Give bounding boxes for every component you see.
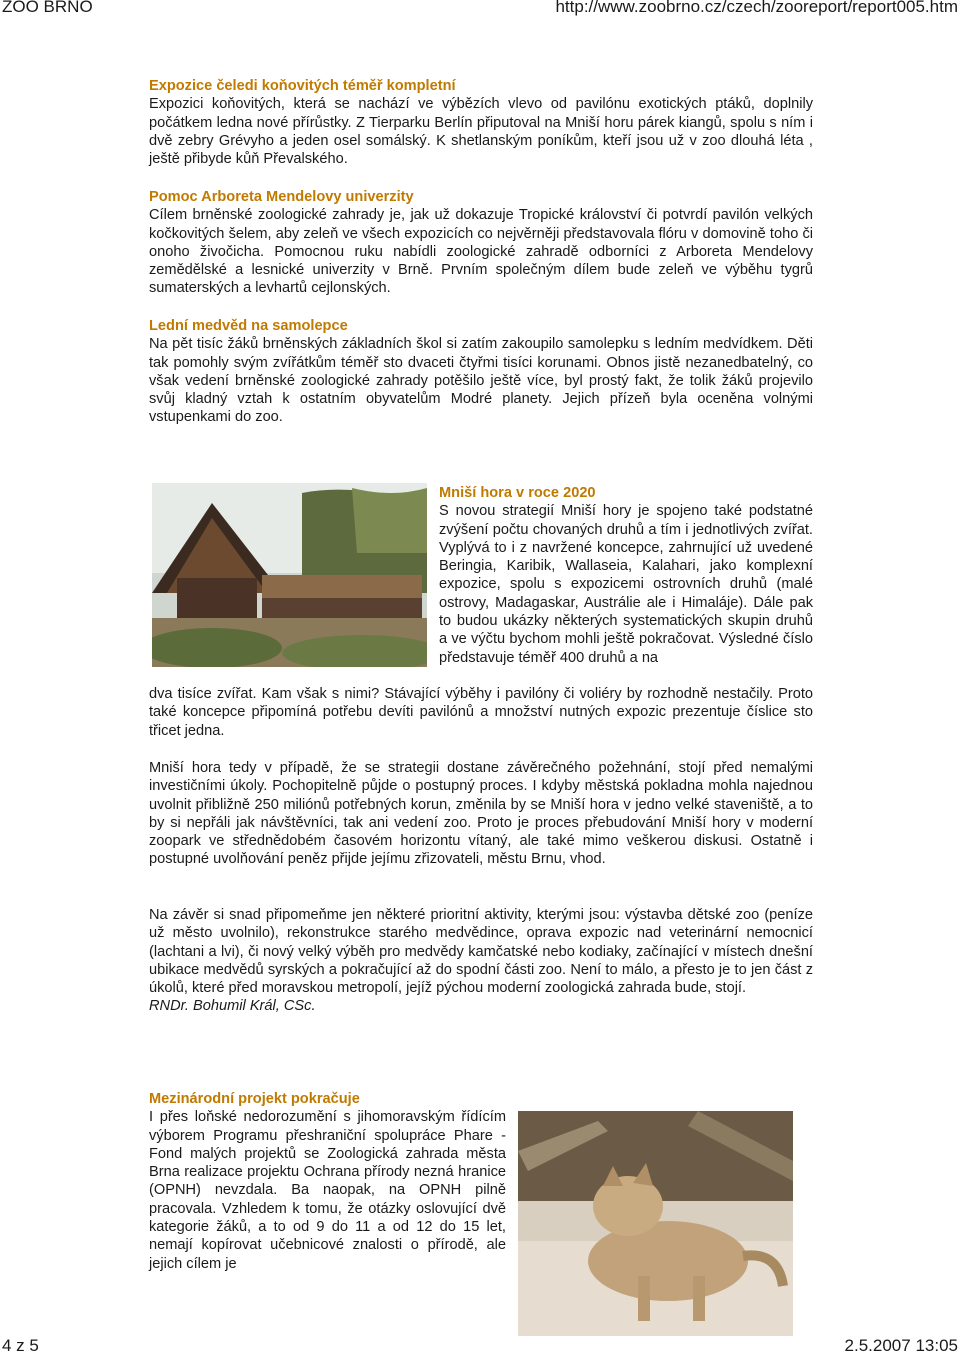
page-header	[0, 0, 960, 18]
section-title: Mniší hora v roce 2020	[439, 485, 596, 501]
section-title: Lední medvěd na samolepce	[149, 318, 348, 334]
section-arboretum	[149, 188, 813, 298]
author: RNDr. Bohumil Král, CSc.	[149, 998, 316, 1015]
pavilion-photo-graphic	[152, 483, 427, 667]
sand-cat-photo	[518, 1111, 793, 1336]
pavilion-photo	[152, 483, 427, 667]
section-body: S novou strategií Mniší hory je spojeno také podstatné zvýšení počtu chovaných druhů a tím i jednotlivých zvířat. Vyplývá to i z navržené koncepce, zahrnující už uvedené Beringia, Karibik, Wallaseia, Kalahari, jako komplexní expozice, spolu s expozicemi ostrovních druhů (malé ostrovy, Madagaskar, Austrálie ale i Himaláje). Dále pak to budou ukázky některých systematických skupin druhů a ve výčtu bychom mohli ještě pokračovat. Výsledné číslo představuje téměř 400 druhů a na	[439, 503, 813, 666]
section-body: Expozici koňovitých, která se nachází ve výbězích vlevo od pavilónu exotických ptáků, doplnily počátkem ledna nové přírůstky. Z Tierparku Berlín připutoval na Mniší horu párek kiangů, spolu s ním i dvě zebry Grévyho a jeden osel somálský. K shetlanským poníkům, kteří jsou už v zoo dlouhá léta , ještě přibyde kůň Převalského.	[149, 96, 813, 168]
section-2020-para3	[149, 906, 813, 1016]
section-body: Cílem brněnské zoologické zahrady je, jak už dokazuje Tropické království či potvrdí pavilón velkých kočkovitých šelem, aby zeleň ve všech expozicích co nejvěrněji představovala flóru v domovině toho či onoho živočicha. Pomocnou ruku nabídli zoologické zahradě odborníci z Arboreta Mendelovy zemědělské a lesnické univerzity v Brně. Prvním společným dílem bude zeleň ve výběhu tygrů sumaterských a levhartů cejlonských.	[149, 207, 813, 297]
section-body: Na pět tisíc žáků brněnských základních škol si zatím zakoupilo samolepku s ledním medvídkem. Děti tak pomohly svým zvířátkům téměř sto dvaceti čtyřmi tisíci korunami. Obnos jistě nezanedbatelný, co však vedení brněnské zoologické zahrady potěšilo ještě více, byl prostý fakt, že tolik žáků projevilo svůj kladný vztah k ostatním obyvatelům Modré planety. Jejich přízeň byla oceněna volnými vstupenkami do zoo.	[149, 336, 813, 426]
paragraph: Mniší hora tedy v případě, že se strategii dostane závěrečného požehnání, stojí před nemalými investičními úkoly. Pochopitelně půjde o postupný proces. I kdyby městská pokladna mohla najednou uvolnit přibližně 250 miliónů potřebných korun, změnila by se Mniší hora v jedno velké staveniště, a to by si nepřáli jak návštěvníci, tak ani vedení zoo. Proto je proces přebudování Mniší hory v moderní zoopark ve střednědobém časovém horizontu vítaný, ale také mimo veškerou diskusi. Ostatně i postupné uvolňování peněz přijde jejímu zřizovateli, městu Brnu, vhod.	[149, 760, 813, 868]
section-title: Mezinárodní projekt pokračuje	[149, 1091, 360, 1107]
section-2020-full	[149, 685, 813, 740]
sand-cat-photo-graphic	[518, 1111, 793, 1336]
section-body: I přes loňské nedorozumění s jihomoravským řídícím výborem Programu přeshraniční spolupráce Phare - Fond malých projektů se Zoologická zahrada města Brna realizace projektu Ochrana přírody nezná hranice (OPNH) nevzdala. Ba naopak, na OPNH pilně pracovala. Vzhledem k tomu, že otázky oslovující dvě kategorie žáků, a to od 9 do 11 a od 12 do 15 let, nemají kopírovat učebnicové znalosti o přírodě, ale jejich cílem je	[149, 1109, 506, 1272]
section-project	[149, 1090, 506, 1273]
section-polar-bear	[149, 317, 813, 427]
page-number: 4 z 5	[2, 1336, 39, 1355]
section-horses	[149, 77, 813, 168]
section-title: Expozice čeledi koňovitých téměř kompletní	[149, 78, 456, 94]
page-url[interactable]: http://www.zoobrno.cz/czech/zooreport/report005.htm	[555, 0, 958, 16]
section-2020-side	[439, 484, 813, 667]
paragraph: Na závěr si snad připomeňme jen některé prioritní aktivity, kterými jsou: výstavba dětské zoo (peníze už město uvolnilo), rekonstrukce starého medvědince, oprava expozic nad veterinární nemocnicí (lachtani a lvi), či nový velký výběh pro medvědy kamčatské nebo kodiaky, začínající v místech dnešní ubikace medvědů syrských a pokračující až do spodní části zoo. Není to málo, a přesto je to jen část z úkolů, které před moravskou metropolí, jejíž pýchou moderní zoologická zahrada bude, stojí.	[149, 907, 813, 997]
print-date: 2.5.2007 13:05	[844, 1336, 958, 1355]
section-title: Pomoc Arboreta Mendelovy univerzity	[149, 189, 414, 205]
site-title: ZOO BRNO	[2, 0, 93, 16]
section-2020-para2	[149, 759, 813, 869]
section-body-continued: dva tisíce zvířat. Kam však s nimi? Stávající výběhy i pavilóny či voliéry by rozhodně nestačily. Proto také koncepce připomíná potřebu devíti pavilónů a množství nutných expozic prezentuje číslice sto třicet jedna.	[149, 686, 813, 739]
